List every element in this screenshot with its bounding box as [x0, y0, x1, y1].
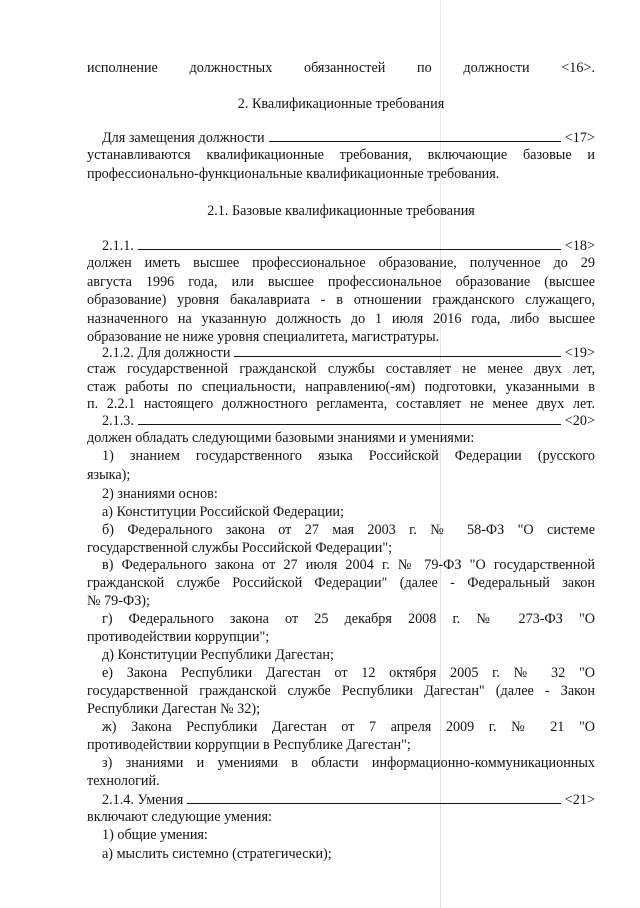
blank-field — [269, 129, 561, 142]
footnote-ref: <20> — [564, 413, 595, 429]
text-line: технологий. — [87, 773, 160, 789]
list-item: б) Федерального закона от 27 мая 2003 г. № 58-ФЗ "О системе — [102, 522, 595, 538]
text-line: стаж государственной гражданской службы составляет не менее двух лет, — [87, 361, 595, 377]
position-fill-line — [102, 237, 595, 255]
list-item: д) Конституции Республики Дагестан; — [102, 647, 334, 663]
footnote-ref: <17> — [564, 130, 595, 146]
text-line: августа 1996 года, или высшее профессиональное образование (высшее — [87, 274, 595, 290]
position-fill-line — [102, 791, 595, 809]
text-line: государственной службы Российской Федерации"; — [87, 540, 393, 556]
list-item: е) Закона Республики Дагестан от 12 октября 2005 г. № 32 "О — [102, 665, 595, 681]
text-line: включают следующие умения: — [87, 809, 272, 825]
text-line: назначенного на указанную должность до 1 июля 2016 года, либо высшее — [87, 311, 595, 327]
subsection-heading: 2.1. Базовые квалификационные требования — [207, 203, 475, 219]
footnote-ref: <21> — [564, 792, 595, 808]
list-item: а) Конституции Российской Федерации; — [102, 504, 344, 520]
item-number: 2.1.3. — [102, 413, 134, 429]
text-line: образование не ниже уровня специалитета, магистратуры. — [87, 329, 440, 345]
list-item: в) Федерального закона от 27 июля 2004 г. № 79-ФЗ "О государственной — [102, 557, 595, 573]
list-item: а) мыслить системно (стратегически); — [102, 846, 332, 862]
list-item: ж) Закона Республики Дагестан от 7 апреля 2009 г. № 21 "О — [102, 719, 595, 735]
text-line: профессионально-функциональные квалификационные требования. — [87, 166, 500, 182]
list-item: 1) общие умения: — [102, 827, 208, 843]
section-heading: 2. Квалификационные требования — [237, 96, 445, 112]
position-fill-line — [102, 412, 595, 430]
blank-field — [138, 412, 561, 425]
text-line: государственной гражданской службе Республики Дагестан" (далее - Закон — [87, 683, 595, 699]
text-line: стаж работы по специальности, направлению(-ям) подготовки, указанными в — [87, 379, 595, 395]
list-item: з) знаниями и умениями в области информационно-коммуникационных — [102, 755, 595, 771]
text-line: языка); — [87, 467, 131, 483]
text-line: п. 2.2.1 настоящего должностного регламента, составляет не менее двух лет. — [87, 396, 595, 412]
blank-field — [234, 344, 560, 357]
text-line: № 79-ФЗ); — [87, 593, 150, 609]
footnote-ref: <19> — [564, 345, 595, 361]
position-fill-line — [102, 129, 595, 147]
blank-field — [138, 237, 561, 250]
text-fragment: 2.1.4. Умения — [102, 792, 184, 808]
text-line: исполнение должностных обязанностей по должности <16>. — [87, 60, 595, 76]
text-line: гражданской службе Российской Федерации" (далее - Федеральный закон — [87, 575, 595, 591]
text-line: образование) уровня бакалавриата - в отношении гражданского служащего, — [87, 292, 595, 308]
text-line: должен обладать следующими базовыми знаниями и умениями: — [87, 430, 475, 446]
text-line: устанавливаются квалификационные требования, включающие базовые и — [87, 147, 595, 163]
item-number: 2.1.1. — [102, 238, 134, 254]
list-item: г) Федерального закона от 25 декабря 2008 г. № 273-ФЗ "О — [102, 611, 595, 627]
text-line: противодействии коррупции"; — [87, 629, 270, 645]
text-line: Республики Дагестан № 32); — [87, 701, 261, 717]
text-line: противодействии коррупции в Республике Дагестан"; — [87, 737, 411, 753]
footnote-ref: <18> — [564, 238, 595, 254]
text-fragment: 2.1.2. Для должности — [102, 345, 231, 361]
blank-field — [187, 791, 561, 804]
text-line: должен иметь высшее профессиональное образование, полученное до 29 — [87, 255, 595, 271]
position-fill-line — [102, 344, 595, 362]
list-item: 1) знанием государственного языка Российской Федерации (русского — [102, 448, 595, 464]
list-item: 2) знаниями основ: — [102, 486, 218, 502]
text-fragment: Для замещения должности — [102, 130, 265, 146]
